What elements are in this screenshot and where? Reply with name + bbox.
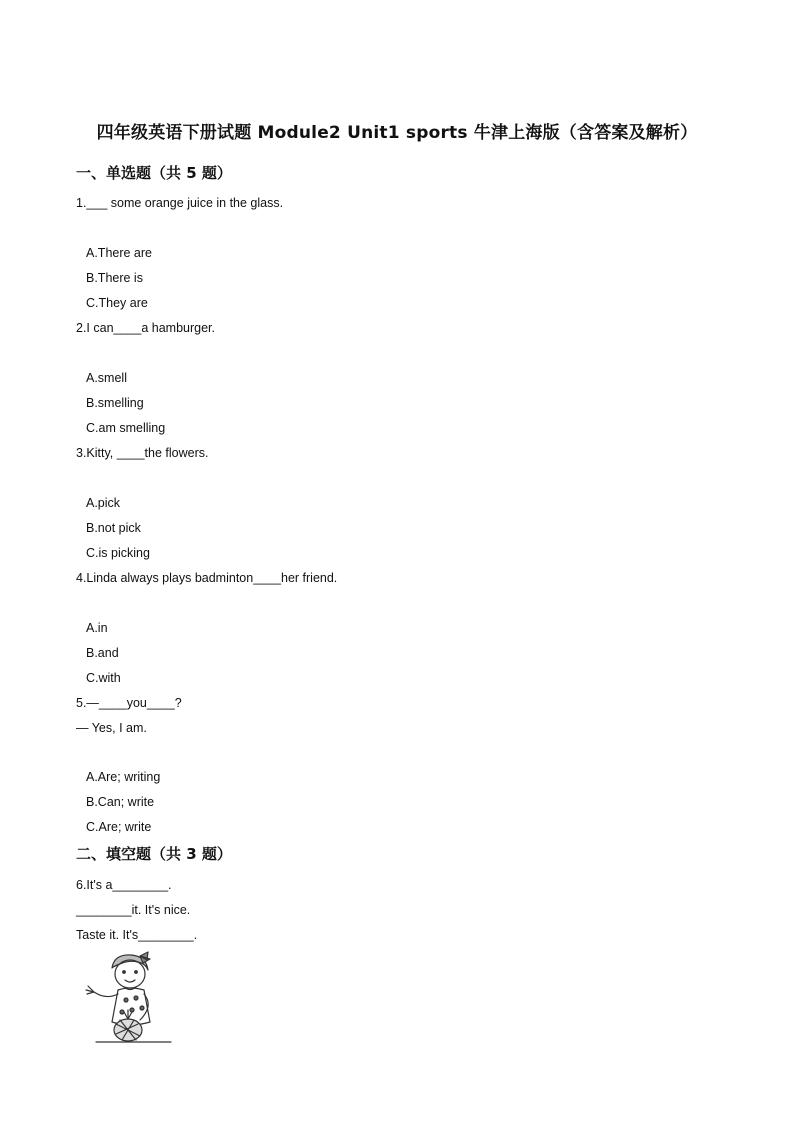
question-5-option-a: A.Are; writing	[86, 770, 161, 784]
question-1-option-a: A.There are	[86, 246, 153, 260]
section-heading-single-choice: 一、单选题（共 5 题）	[76, 164, 232, 182]
question-2-option-a: A.smell	[86, 371, 127, 385]
question-4-stem: 4.Linda always plays badminton____her friend.	[76, 571, 338, 585]
question-4-option-c: C.with	[86, 671, 121, 685]
question-2-stem: 2.I can____a hamburger.	[76, 321, 215, 335]
girl-holding-pineapple-illustration	[76, 950, 176, 1050]
question-5-answer-line: — Yes, I am.	[76, 721, 147, 735]
question-1-option-c: C.They are	[86, 296, 148, 310]
question-2-option-b: B.smelling	[86, 396, 144, 410]
section-heading-fill-blank: 二、填空题（共 3 题）	[76, 845, 232, 863]
question-4-option-b: B.and	[86, 646, 119, 660]
question-4-option-a: A.in	[86, 621, 108, 635]
question-3-option-b: B.not pick	[86, 521, 141, 535]
question-5-stem: 5.—____you____?	[76, 696, 182, 710]
question-3-option-c: C.is picking	[86, 546, 150, 560]
question-5-option-c: C.Are; write	[86, 820, 152, 834]
question-1-option-b: B.There is	[86, 271, 143, 285]
question-6-line-3: Taste it. It's________.	[76, 928, 198, 942]
question-1-stem: 1.___ some orange juice in the glass.	[76, 196, 284, 210]
question-3-stem: 3.Kitty, ____the flowers.	[76, 446, 209, 460]
question-2-option-c: C.am smelling	[86, 421, 166, 435]
question-6-line-2: ________it. It's nice.	[76, 903, 191, 917]
page-title: 四年级英语下册试题 Module2 Unit1 sports 牛津上海版（含答案及解析）	[96, 123, 698, 143]
question-5-option-b: B.Can; write	[86, 795, 155, 809]
question-3-option-a: A.pick	[86, 496, 121, 510]
question-6-line-1: 6.It's a________.	[76, 878, 172, 892]
